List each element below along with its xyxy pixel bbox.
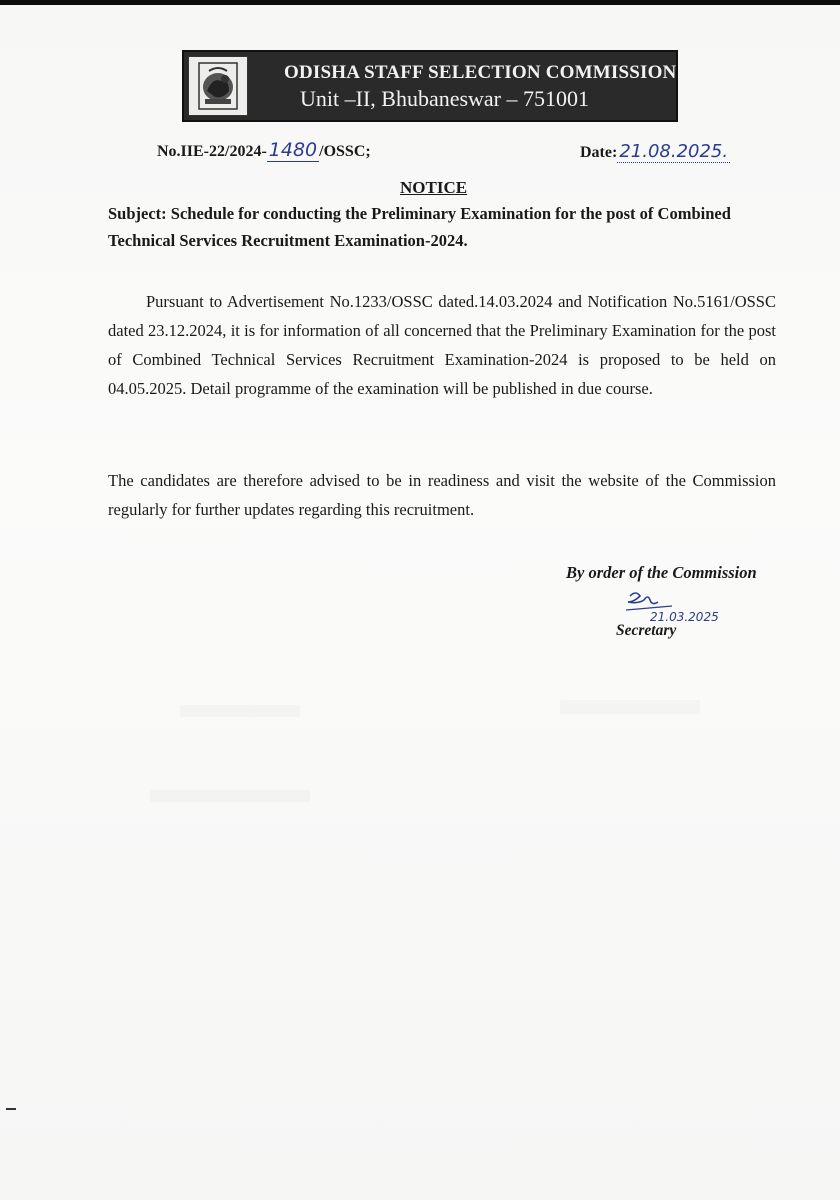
notice-heading: NOTICE: [400, 178, 468, 197]
handwritten-reference-number: 1480: [268, 139, 318, 161]
reference-prefix: No.IIE-22/2024-: [157, 143, 267, 160]
letterhead-banner: [182, 50, 678, 122]
show-through-mark: [180, 705, 300, 717]
notice-paragraph-2: The candidates are therefore advised to be in readiness and visit the website of the Commission regularly for further updates regarding this recruitment.: [108, 471, 776, 519]
organization-name: ODISHA STAFF SELECTION COMMISSION: [284, 62, 677, 83]
organization-address: Unit –II, Bhubaneswar – 751001: [300, 86, 590, 111]
reference-suffix: /OSSC;: [319, 143, 371, 160]
handwritten-date: 21.08.2025.: [619, 141, 729, 162]
reference-number: [157, 139, 371, 161]
notice-date: [580, 141, 730, 162]
notice-paragraph-1: Pursuant to Advertisement No.1233/OSSC dated.14.03.2024 and Notification No.5161/OSSC dated 23.12.2024, it is for information of all concerned that the Preliminary Examination for the post of Combined Technical Services Recruitment Examination-2024 is proposed to be held on 04.05.2025. Detail programme of the examination will be published in due course.: [108, 292, 776, 398]
date-label: Date:: [580, 144, 618, 161]
signatory-designation: Secretary: [616, 622, 677, 639]
show-through-mark: [150, 790, 310, 802]
scan-top-edge: [0, 0, 840, 5]
emblem-box: [188, 56, 248, 116]
scan-speck: [6, 1108, 16, 1110]
notice-subject: Subject: Schedule for conducting the Preliminary Examination for the post of Combined Technical Services Recruitment Examination-2024.: [108, 204, 731, 250]
odisha-emblem-icon: [195, 61, 241, 111]
order-line: By order of the Commission: [566, 563, 757, 582]
signature-date: 21.03.2025: [650, 610, 719, 624]
show-through-mark: [560, 700, 700, 714]
